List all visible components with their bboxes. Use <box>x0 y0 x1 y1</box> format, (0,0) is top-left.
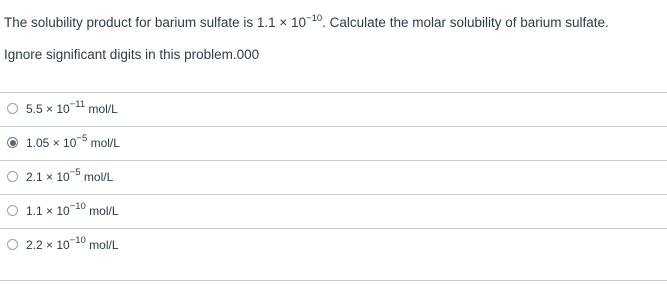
answer-exponent: −11 <box>69 99 86 110</box>
bottom-divider <box>0 280 667 281</box>
answer-unit: mol/L <box>87 136 120 150</box>
answer-exponent: −10 <box>69 235 86 246</box>
answer-label <box>26 135 120 151</box>
answer-option-2[interactable] <box>0 126 667 160</box>
answer-exponent: −5 <box>76 133 88 144</box>
question-text-main: The solubility product for barium sulfate is 1.1 × 10 <box>4 15 307 30</box>
answer-exponent: −10 <box>69 201 86 212</box>
answer-label <box>26 101 118 117</box>
question-text-tail: . Calculate the molar solubility of barium sulfate. <box>322 15 609 30</box>
answer-list <box>0 92 667 262</box>
answer-unit: mol/L <box>80 170 114 184</box>
answer-option-5[interactable] <box>0 228 667 262</box>
question-exponent: −10 <box>306 12 323 24</box>
answer-mantissa: 2.2 × 10 <box>26 238 70 252</box>
radio-button[interactable] <box>7 205 18 216</box>
question-text <box>4 14 609 64</box>
question-line-1 <box>4 14 609 32</box>
answer-option-3[interactable] <box>0 160 667 194</box>
answer-option-1[interactable] <box>0 92 667 126</box>
radio-button[interactable] <box>7 137 18 148</box>
answer-unit: mol/L <box>85 238 119 252</box>
radio-button[interactable] <box>7 171 18 182</box>
answer-unit: mol/L <box>85 102 118 116</box>
answer-label <box>26 203 119 219</box>
answer-exponent: −5 <box>69 167 81 178</box>
radio-button[interactable] <box>7 103 18 114</box>
answer-mantissa: 5.5 × 10 <box>26 102 70 116</box>
answer-mantissa: 1.05 × 10 <box>26 136 77 150</box>
answer-label <box>26 237 119 253</box>
answer-unit: mol/L <box>85 204 119 218</box>
answer-mantissa: 2.1 × 10 <box>26 170 70 184</box>
question-line-2: Ignore significant digits in this problem.000 <box>4 47 260 62</box>
answer-mantissa: 1.1 × 10 <box>26 204 70 218</box>
answer-option-4[interactable] <box>0 194 667 228</box>
answer-label <box>26 169 113 185</box>
radio-button[interactable] <box>7 239 18 250</box>
